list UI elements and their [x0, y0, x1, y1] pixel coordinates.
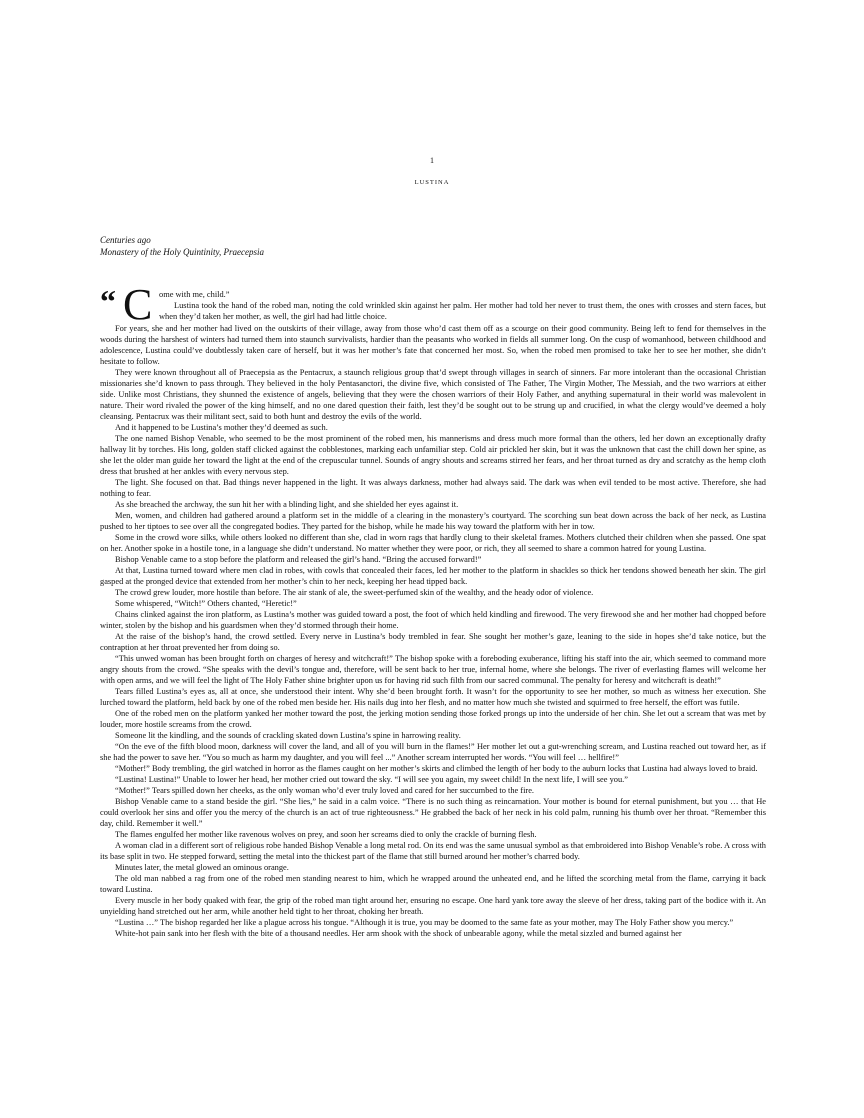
epigraph [100, 235, 264, 258]
paragraph: They were known throughout all of Praecepsia as the Pentacrux, a staunch religious group that’d swept through villages in search of sinners. Far more intolerant than the occasional Christian missionaries she’d known to pass through. They believed in the holy Pentasanctori, the divine five, which consisted of The Father, The Virgin Mother, The Messiah, and the two warriors at either side. Unlike most Christians, they shunned the existence of angels, believing that they were the chosen warriors of their Holy Father, and anything supernatural in their world was malevolent in nature. Their word rivaled the power of the king himself, and no one dared question their faith, lest they’d be sought out to be strung up and crucified, in what the clergy would’ve deemed a holy cleansing. Pentacrux was their militant sect, said to both hunt and destroy the evils of the world. [100, 368, 766, 421]
page-number: 1 [430, 156, 434, 165]
drop-cap [100, 280, 157, 329]
paragraph-text: ome with me, child.” [159, 290, 230, 299]
paragraph: Chains clinked against the iron platform, as Lustina’s mother was guided toward a post, the foot of which held kindling and firewood. The very firewood she and her mother had chopped before winter, stolen by the bishop and his guardsmen when they’d stormed through their home. [100, 610, 766, 630]
paragraph: Tears filled Lustina’s eyes as, all at once, she understood their intent. Why she’d been brought forth. It wasn’t for the opportunity to see her mother, so much as witness her execution. She lurched toward the platform, held back by one of the robed men beside her. His nails dug into her flesh, and no matter how much she twisted and squirmed to free herself, the effort was futile. [100, 687, 766, 707]
paragraph: “Lustina! Lustina!” Unable to lower her head, her mother cried out toward the sky. “I will see you again, my sweet child! In the next life, I will see you.” [115, 775, 628, 784]
paragraph: White-hot pain sank into her flesh with the bite of a thousand needles. Her arm shook with the shock of unbearable agony, while the metal sizzled and burned against her [115, 929, 682, 938]
paragraph: The light. She focused on that. Bad things never happened in the light. It was always darkness, mother had always said. The dark was when evil tended to be most active. Therefore, she had nothing to fear. [100, 478, 766, 498]
paragraph: At that, Lustina turned toward where men clad in robes, with cowls that concealed their faces, led her mother to the platform in shackles so thick her tendons showed beneath her skin. The girl gasped at the pronged device that extended from her mother’s chin to her neck, keeping her head tipped back. [100, 566, 766, 586]
paragraph: Bishop Venable came to a stand beside the girl. “She lies,” he said in a calm voice. “There is no such thing as reincarnation. Your mother is bound for eternal punishment, but you … that He could overlook her sins and offer you the mercy of the church is an act of true righteousness.” He grabbed the back of her neck in his cold palm, running his thumb over her throat. “Remember this day, child. Remember it well.” [100, 797, 766, 828]
epigraph-time: Centuries ago [100, 235, 151, 245]
paragraph: “Lustina …” The bishop regarded her like a plague across his tongue. “Although it is true, you may be doomed to the same fate as your mother, may The Holy Father show you mercy.” [115, 918, 734, 927]
paragraph: “Mother!” Body trembling, the girl watched in horror as the flames caught on her mother’s skirts and climbed the length of her body to the auburn locks that Lustina had always loved to braid. [115, 764, 758, 773]
paragraph: Lustina took the hand of the robed man, noting the cold wrinkled skin against her palm. Her mother had told her never to trust them, the ones with crosses and stern faces, but when they’d taken her mother, as well, the girl had had little choice. [159, 301, 766, 321]
paragraph: The old man nabbed a rag from one of the robed men standing nearest to him, which he wrapped around the unheated end, and he lifted the scorching metal from the flame, carrying it back toward Lustina. [100, 874, 766, 894]
paragraph: Men, women, and children had gathered around a platform set in the middle of a clearing in the monastery’s courtyard. The scorching sun beat down across the back of her neck, as Lustina pushed to her tiptoes to see over all the congregated bodies. They parted for the bishop, while he made his way toward the platform with her in tow. [100, 511, 766, 531]
chapter-title: LUSTINA [414, 179, 450, 186]
paragraph: At the raise of the bishop’s hand, the crowd settled. Every nerve in Lustina’s body trembled in fear. She sought her mother’s gaze, leaning to the side in hopes she’d take notice, but the contraption at her throat prevented her from doing so. [100, 632, 766, 652]
paragraph: Someone lit the kindling, and the sounds of crackling skated down Lustina’s spine in harrowing reality. [115, 731, 461, 740]
drop-cap-quote: “ [100, 283, 116, 319]
chapter-body [100, 280, 766, 939]
paragraph: Some whispered, “Witch!” Others chanted, “Heretic!” [115, 599, 297, 608]
paragraph: For years, she and her mother had lived on the outskirts of their village, away from those who’d cast them off as a scourge on their good community. Being left to fend for themselves in the woods during the harshest of winters had turned them into staunch survivalists, hardier than the peasants who worked in fields all summer long. On the cusp of womanhood, between childhood and adolescence, Lustina could’ve doubtlessly taken care of herself, but it was her mother’s fate that concerned her most. So, when the robed men promised to take her to see her mother, she didn’t hesitate to follow. [100, 324, 766, 366]
paragraph: Minutes later, the metal glowed an ominous orange. [115, 863, 289, 872]
paragraph: One of the robed men on the platform yanked her mother toward the post, the jerking motion sending those forked prongs up into the underside of her chin. She let out a scream that was met by louder, more hostile screams from the crowd. [100, 709, 766, 729]
paragraph: The one named Bishop Venable, who seemed to be the most prominent of the robed men, his mannerisms and dress much more formal than the others, led her down an exceptionally drafty hallway lit by torches. His long, golden staff clicked against the cobblestones, marking each unfamiliar step. Cold air prickled her skin, but it was the unknown that cast the chill down her spine, as she let the older man guide her toward the light at the end of the crepuscular tunnel. Sounds of angry shouts and screams stirred her fears, and her throat turned as dry and scratchy as the hemp cloth dress that brushed at her ankles with every nervous step. [100, 434, 766, 476]
paragraph: And it happened to be Lustina’s mother they’d deemed as such. [115, 423, 328, 432]
epigraph-place: Monastery of the Holy Quintinity, Praecepsia [100, 246, 264, 257]
paragraph: The flames engulfed her mother like ravenous wolves on prey, and soon her screams died to only the crackle of burning flesh. [115, 830, 537, 839]
paragraph: “On the eve of the fifth blood moon, darkness will cover the land, and all of you will burn in the flames!” Her mother let out a gut-wrenching scream, and Lustina reached out toward her, as if she had the power to save her. “You so much as harm my daughter, and you will feel ...” Another scream interrupted her words. “You will feel … hellfire!” [100, 742, 766, 762]
paragraph: “This unwed woman has been brought forth on charges of heresy and witchcraft!” The bishop spoke with a foreboding exuberance, lifting his staff into the air, which seemed to command more angry shouts from the crowd. “She speaks with the devil’s tongue and, therefore, will be sent back to her true, infernal home, where she belongs. The river of everlasting flames will welcome her with open arms, and we will feel the light of The Holy Father shine brighter upon us for having rid such filth from our sacred communal. The penalty for heresy and witchcraft is death!” [100, 654, 766, 685]
paragraph: “Mother!” Tears spilled down her cheeks, as the only woman who’d ever truly loved and cared for her succumbed to the fire. [115, 786, 535, 795]
paragraph: Bishop Venable came to a stop before the platform and released the girl’s hand. “Bring the accused forward!” [115, 555, 482, 564]
paragraph: Every muscle in her body quaked with fear, the grip of the robed man tight around her, ensuring no escape. One hard yank tore away the sleeve of her dress, taking part of the bodice with it. An unyielding hand stretched out her arm, while another held tight to her throat, choking her breath. [100, 896, 766, 916]
paragraph: As she breached the archway, the sun hit her with a blinding light, and she shielded her eyes against it. [115, 500, 459, 509]
paragraph: The crowd grew louder, more hostile than before. The air stank of ale, the sweet-perfumed skin of the wealthy, and the heady odor of violence. [115, 588, 594, 597]
paragraph: A woman clad in a different sort of religious robe handed Bishop Venable a long metal rod. On its end was the same unusual symbol as that embroidered into Bishop Venable’s robe. A cross with its base split in two. He stepped forward, setting the metal into the thickest part of the flame that still burned around her mother’s charred body. [100, 841, 766, 861]
drop-cap-letter: C [123, 280, 153, 329]
paragraph: Some in the crowd wore silks, while others looked no different than she, clad in worn rags that hardly clung to their skeletal frames. Mothers clutched their children when she passed. One spat on her. Another spoke in a hostile tone, in a language she didn’t understand. No matter whether they were poor, or rich, they all seemed to share a common hatred for young Lustina. [100, 533, 766, 553]
